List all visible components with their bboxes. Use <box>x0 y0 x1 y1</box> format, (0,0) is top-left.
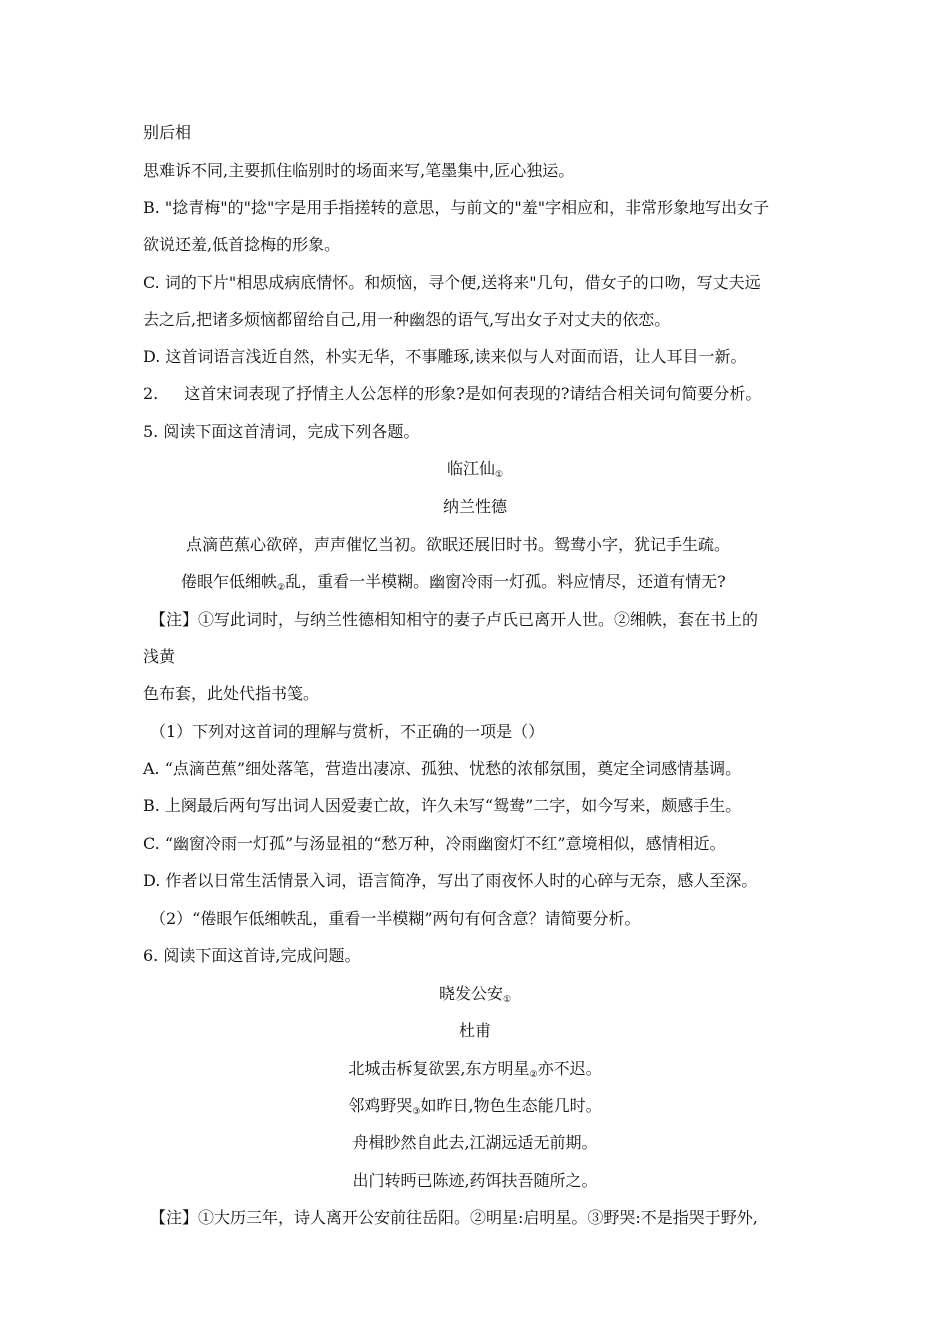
option-c-line2: 去之后,把诸多烦恼都留给自己,用一种幽怨的语气,写出女子对丈夫的依恋。 <box>143 310 671 329</box>
q5-option-b: B. 上阕最后两句写出词人因爱妻亡故，许久未写“鸳鸯”二字，如今写来，颇感手生。 <box>143 796 742 815</box>
text-line: 思难诉不同,主要抓住临别时的场面来写,笔墨集中,匠心独运。 <box>143 161 575 180</box>
footnote-marker: ③ <box>412 1107 421 1117</box>
footnote-marker: ① <box>494 470 504 480</box>
footnote-marker: ② <box>529 1070 538 1080</box>
question-6-intro: 6. 阅读下面这首诗,完成问题。 <box>143 946 361 965</box>
footnote-marker: ① <box>502 995 512 1005</box>
poem2-line1: 北城击柝复欲罢,东方明星②亦不迟。 <box>348 1059 602 1080</box>
option-c-line1: C. 词的下片"相思成病底情怀。和烦恼，寻个便,送将来"几句，借女子的口吻，写丈夫远 <box>143 273 761 292</box>
q5-sub2: （2）“倦眼乍低缃帙乱，重看一半模糊”两句有何含意？请简要分析。 <box>150 909 641 928</box>
poem2-line2: 邻鸡野哭③如昨日,物色生态能几时。 <box>348 1096 602 1117</box>
q5-sub1: （1）下列对这首词的理解与赏析，不正确的一项是（） <box>150 722 545 741</box>
poem1-title: 临江仙① <box>446 459 504 480</box>
question-text: 这首宋词表现了抒情主人公怎样的形象?是如何表现的?请结合相关词句简要分析。 <box>184 384 762 403</box>
option-b-line2: 欲说还羞,低首捻梅的形象。 <box>143 235 341 254</box>
footnote-marker: ② <box>277 583 286 593</box>
q5-option-c: C. “幽窗冷雨一灯孤”与汤显祖的“愁万种，冷雨幽窗灯不红”意境相似，感情相近。 <box>143 834 726 853</box>
q5-option-d: D. 作者以日常生活情景入词，语言简净，写出了雨夜怀人时的心碎与无奈，感人至深。 <box>143 871 758 890</box>
option-d-line: D. 这首词语言浅近自然，朴实无华，不事雕琢,读来似与人对面而语，让人耳目一新。 <box>143 347 747 366</box>
poem2-title: 晓发公安① <box>438 984 512 1005</box>
question-number: 2. <box>143 384 159 403</box>
q5-option-a: A. “点滴芭蕉”细处落笔，营造出凄凉、孤独、忧愁的浓郁氛围，奠定全词感情基调。 <box>143 759 742 778</box>
option-b-line1: B. "捻青梅"的"捻"字是用手指搓转的意思，与前文的"羞"字相应和，非常形象地写出女子 <box>143 198 770 217</box>
question-2 <box>143 383 761 405</box>
question-5-intro: 5. 阅读下面这首清词，完成下列各题。 <box>143 422 420 441</box>
note1-line3: 色布套，此处代指书笺。 <box>143 684 320 703</box>
text-line: 别后相 <box>143 123 192 142</box>
note2-line1: 【注】①大历三年，诗人离开公安前往岳阳。②明星:启明星。③野哭:不是指哭于野外, <box>150 1208 758 1227</box>
note1-line1: 【注】①写此词时，与纳兰性德相知相守的妻子卢氏已离开人世。②缃帙，套在书上的 <box>150 610 759 629</box>
poem1-line2: 倦眼乍低缃帙②乱，重看一半模糊。幽窗冷雨一灯孤。料应情尽，还道有情无? <box>181 572 726 593</box>
poem1-author: 纳兰性德 <box>442 497 507 516</box>
poem1-line1: 点滴芭蕉心欲碎，声声催忆当初。欲眠还展旧时书。鸳鸯小字，犹记手生疏。 <box>186 535 731 554</box>
poem2-line3: 舟楫眇然自此去,江湖远适无前期。 <box>352 1133 598 1152</box>
poem2-line4: 出门转眄已陈迹,药饵扶吾随所之。 <box>352 1171 598 1190</box>
poem2-author: 杜甫 <box>458 1021 491 1040</box>
note1-line2: 浅黄 <box>143 647 176 666</box>
